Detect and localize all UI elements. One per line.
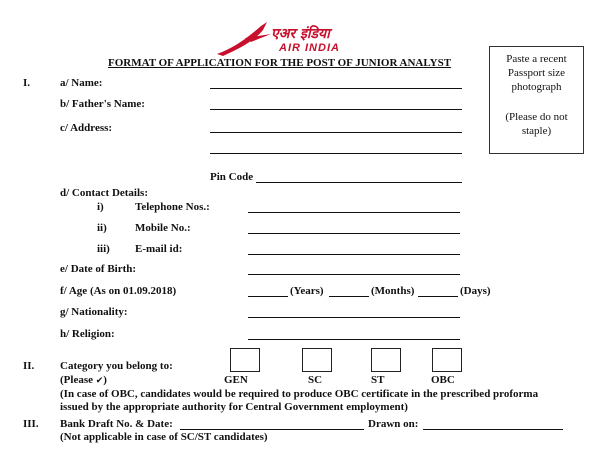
tick-instruction [60,374,107,386]
religion-field[interactable] [248,339,460,340]
photo-note-2: staple) [521,125,552,137]
nationality-field[interactable] [248,317,460,318]
father-name-field[interactable] [210,109,462,110]
obc-note-line-1: (In case of OBC, candidates would be required to produce OBC certificate in the prescribed proforma [60,388,539,400]
check-icon: ✔ [95,376,104,386]
drawn-on-label: Drawn on: [368,418,419,430]
air-india-logo [215,18,375,58]
bank-draft-label: Bank Draft No. & Date: [60,418,173,430]
category-sc-label: SC [308,374,323,386]
age-years-field[interactable] [248,296,288,297]
contact-num-1: i) [97,201,104,213]
section-2-numeral: II. [23,360,35,372]
age-days-field[interactable] [418,296,458,297]
contact-details-label: d/ Contact Details: [60,187,148,199]
drawn-on-field[interactable] [423,429,563,430]
logo-english-text: AIR INDIA [279,42,340,54]
logo-hindi-text: एअर इंडिया [271,26,330,42]
photo-box [489,46,584,154]
mobile-label: Mobile No.: [135,222,191,234]
category-box-sc[interactable] [302,348,332,372]
flying-swan-icon [215,18,275,58]
category-label: Category you belong to: [60,360,173,372]
photo-line-2: Passport size [507,67,566,79]
telephone-label: Telephone Nos.: [135,201,210,213]
religion-label: h/ Religion: [60,328,115,340]
age-months-label: (Months) [371,285,415,297]
age-years-label: (Years) [290,285,324,297]
age-label: f/ Age (As on 01.09.2018) [60,285,177,297]
name-field[interactable] [210,88,462,89]
telephone-field[interactable] [248,212,460,213]
nationality-label: g/ Nationality: [60,306,128,318]
address-label: c/ Address: [60,122,113,134]
tick-prefix: (Please [60,374,93,386]
father-name-label: b/ Father's Name: [60,98,145,110]
age-days-label: (Days) [460,285,491,297]
address-field-2[interactable] [210,153,462,154]
category-obc-label: OBC [431,374,455,386]
photo-line-3: photograph [511,81,562,93]
bank-draft-field[interactable] [180,429,364,430]
category-gen-label: GEN [224,374,248,386]
mobile-field[interactable] [248,233,460,234]
category-box-gen[interactable] [230,348,260,372]
email-field[interactable] [248,254,460,255]
tick-suffix: ) [103,374,107,386]
name-label: a/ Name: [60,77,103,89]
contact-num-2: ii) [97,222,107,234]
dob-label: e/ Date of Birth: [60,263,137,275]
address-field-1[interactable] [210,132,462,133]
photo-note-1: (Please do not [505,111,568,123]
age-months-field[interactable] [329,296,369,297]
email-label: E-mail id: [135,243,183,255]
category-st-label: ST [371,374,385,386]
category-box-st[interactable] [371,348,401,372]
obc-note-line-2: issued by the appropriate authority for Central Government employment) [60,401,408,413]
page-title: FORMAT OF APPLICATION FOR THE POST OF JUNIOR ANALYST [108,57,452,69]
section-3-numeral: III. [23,418,39,430]
photo-line-1: Paste a recent [506,53,567,65]
contact-num-3: iii) [97,243,110,255]
section-1-numeral: I. [23,77,31,89]
category-box-obc[interactable] [432,348,462,372]
pin-code-field[interactable] [256,182,462,183]
pin-code-label: Pin Code [210,171,254,183]
dob-field[interactable] [248,274,460,275]
bank-draft-note: (Not applicable in case of SC/ST candidates) [60,431,268,443]
